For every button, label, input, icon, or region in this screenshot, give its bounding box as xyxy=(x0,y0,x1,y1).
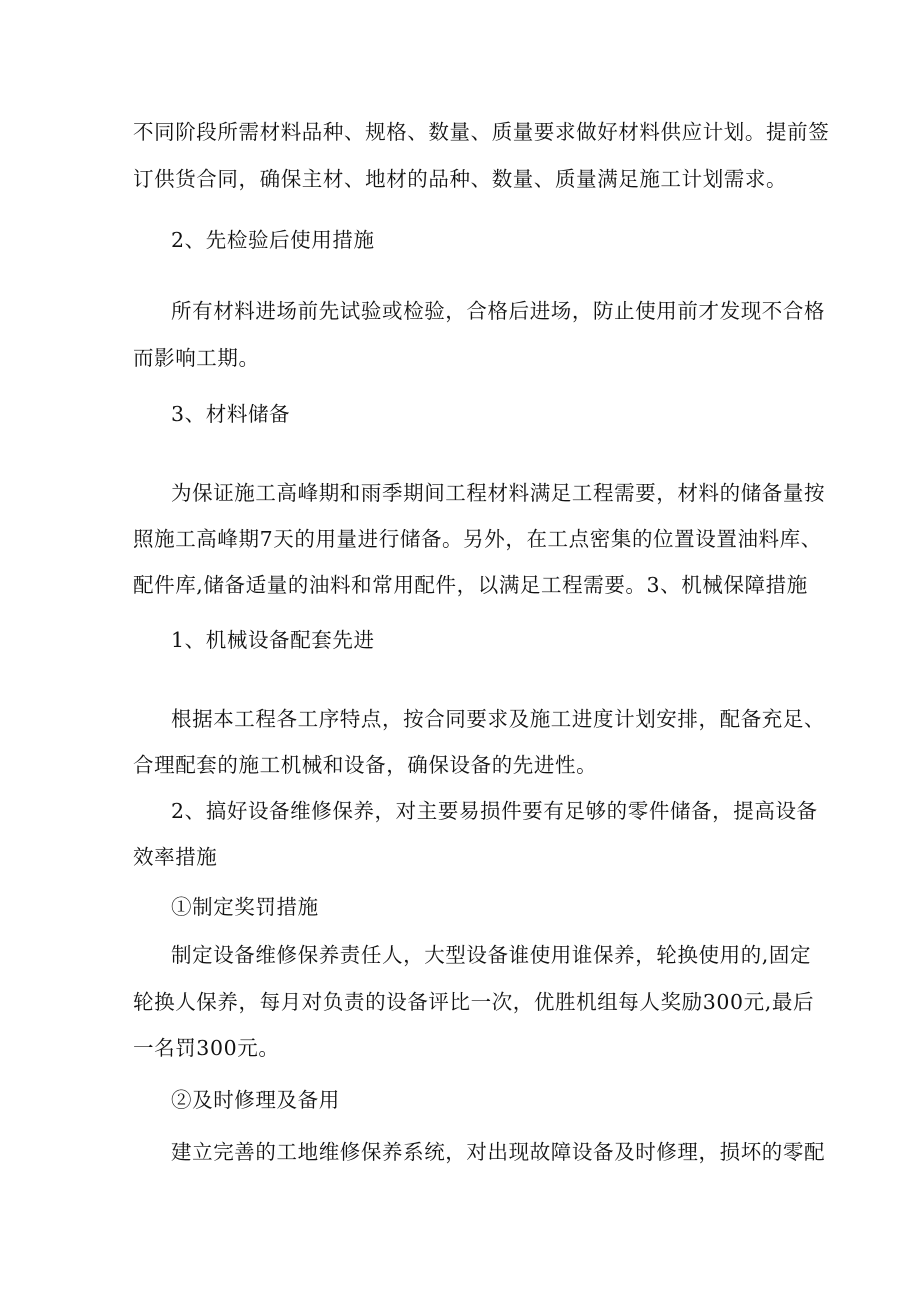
paragraph-line-3: 所有材料进场前先试验或检验，合格后进场，防止使用前才发现不合格 xyxy=(171,299,826,323)
section-heading-maintenance-cont: 效率措施 xyxy=(133,845,218,869)
paragraph-line-10: 制定设备维修保养责任人，大型设备谁使用谁保养，轮换使用的,固定 xyxy=(171,943,812,967)
paragraph-line-5: 为保证施工高峰期和雨季期间工程材料满足工程需要，材料的储备量按 xyxy=(171,481,826,505)
paragraph-line-2: 订供货合同，确保主材、地材的品种、数量、质量满足施工计划需求。 xyxy=(133,167,788,191)
paragraph-line-8: 根据本工程各工序特点，按合同要求及施工进度计划安排，配备充足、 xyxy=(171,707,826,731)
section-heading-maintenance: 2、搞好设备维修保养，对主要易损件要有足够的零件储备，提高设备 xyxy=(171,799,818,823)
paragraph-line-7: 配件库,储备适量的油料和常用配件，以满足工程需要。3、机械保障措施 xyxy=(133,573,808,597)
subheading-repair: ②及时修理及备用 xyxy=(171,1088,340,1112)
section-heading-3: 3、材料储备 xyxy=(171,402,291,426)
paragraph-line-11: 轮换人保养，每月对负责的设备评比一次，优胜机组每人奖励300元,最后 xyxy=(133,990,815,1014)
paragraph-line-9: 合理配套的施工机械和设备，确保设备的先进性。 xyxy=(133,753,598,777)
section-heading-1: 1、机械设备配套先进 xyxy=(171,628,375,652)
section-heading-2: 2、先检验后使用措施 xyxy=(171,228,375,252)
paragraph-line-12: 一名罚300元。 xyxy=(133,1036,280,1060)
paragraph-line-6: 照施工高峰期7天的用量进行储备。另外，在工点密集的位置设置油料库、 xyxy=(133,527,822,551)
subheading-rewards: ①制定奖罚措施 xyxy=(171,895,319,919)
paragraph-line-13: 建立完善的工地维修保养系统，对出现故障设备及时修理，损坏的零配 xyxy=(171,1140,826,1164)
paragraph-line-4: 而影响工期。 xyxy=(133,346,260,370)
paragraph-line-1: 不同阶段所需材料品种、规格、数量、质量要求做好材料供应计划。提前签 xyxy=(133,120,830,144)
